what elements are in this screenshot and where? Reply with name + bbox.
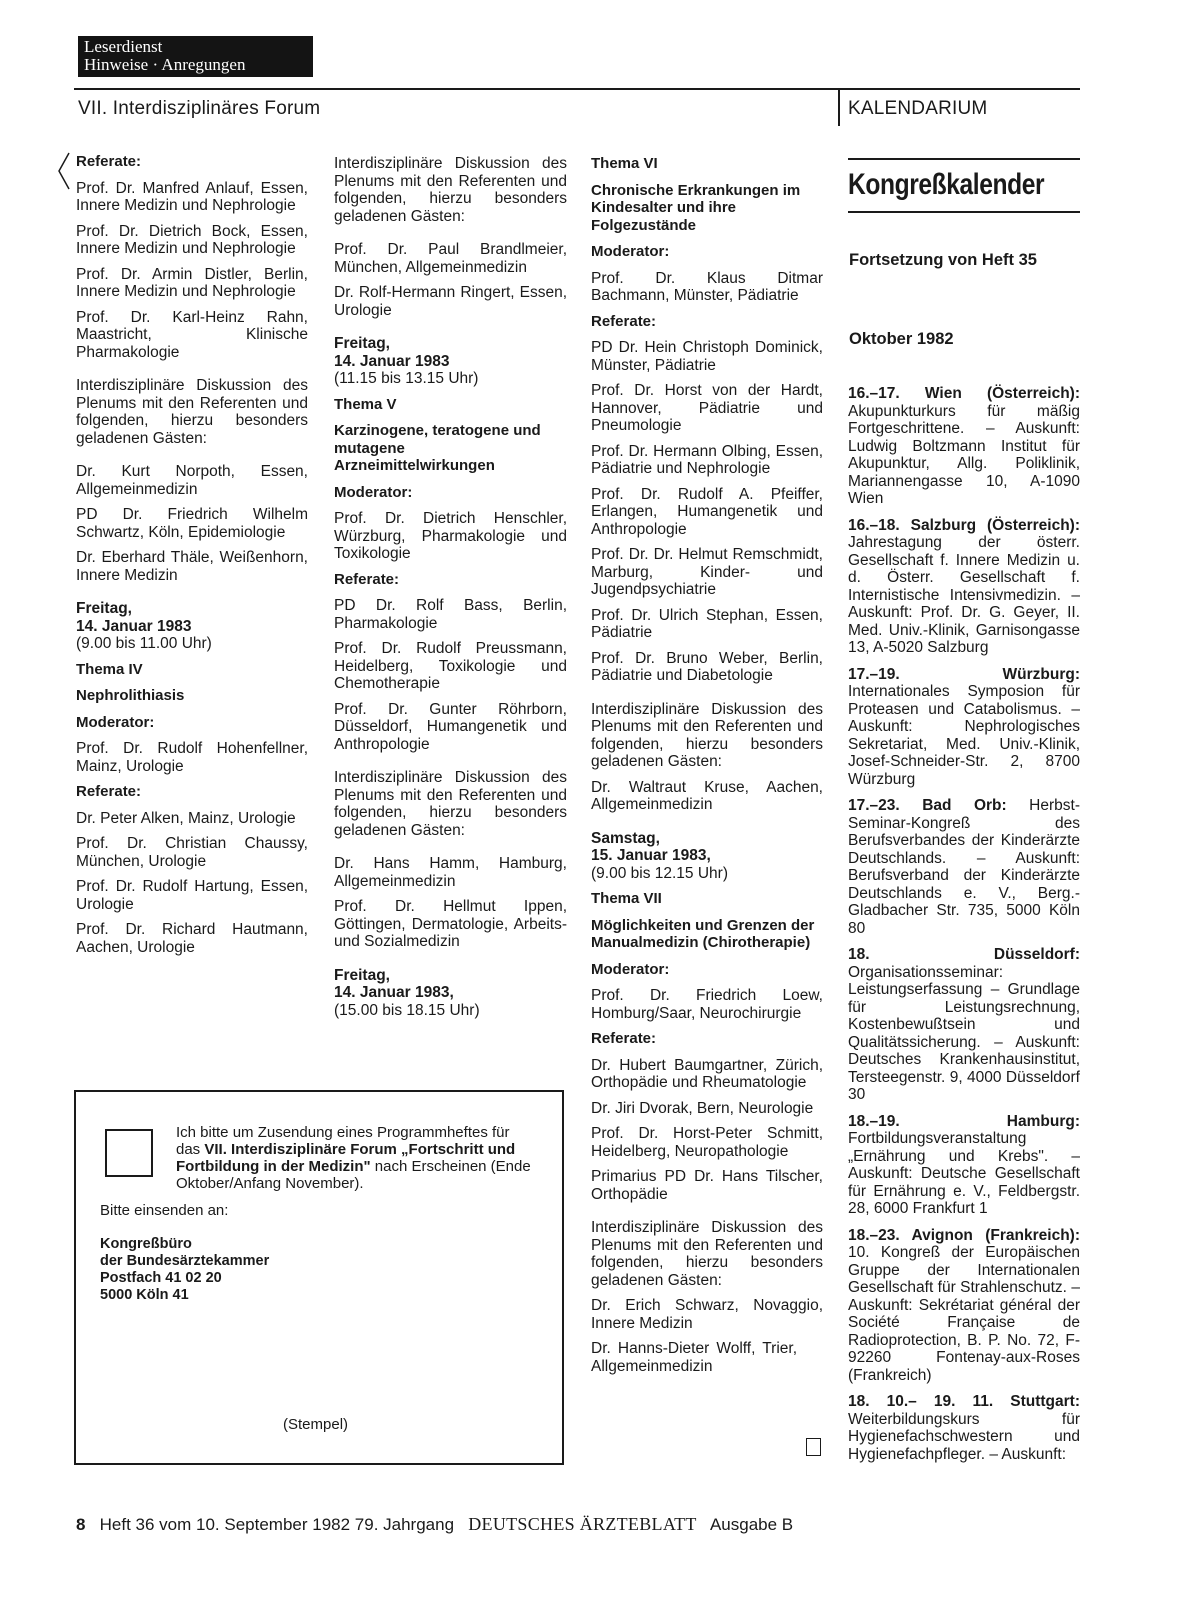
kalender-entry: [848, 797, 1080, 937]
kalender-entry: [848, 666, 1080, 789]
kalender-title: Kongreßkalender: [848, 168, 1045, 201]
speaker: Prof. Dr. Dr. Helmut Remschmidt, Marburg, Kinder- und Jugendpsychiatrie: [591, 546, 823, 598]
speaker: Dr. Hubert Baumgartner, Zürich, Orthopädie und Rheumatologie: [591, 1056, 823, 1091]
kalender-month: Oktober 1982: [849, 330, 954, 348]
referate-heading: Referate:: [76, 783, 142, 800]
order-checkbox[interactable]: [105, 1129, 153, 1177]
guest: Dr. Hans Hamm, Hamburg, Allgemeinmedizin: [334, 855, 567, 890]
issue-info: Heft 36 vom 10. September 1982 79. Jahrgang: [99, 1515, 455, 1534]
kalender-entry-text: Akupunkturkurs für mäßig Fortgeschrittene. – Auskunft: Ludwig Boltzmann Institut für Akupunktur, Allg. Poliklinik, Mariannengasse 10, A-1090 Wien: [848, 402, 1080, 507]
kalender-entry-head: 16.–18. Salzburg (Österreich):: [848, 516, 1080, 534]
moderator: Prof. Dr. Rudolf Hohenfellner, Mainz, Urologie: [76, 740, 308, 775]
discussion-text: Interdisziplinäre Diskussion des Plenums mit den Referenten und folgenden, hierzu besonders geladenen Gästen:: [334, 769, 567, 839]
thema-topic: Nephrolithiasis: [76, 687, 185, 704]
edition: Ausgabe B: [709, 1515, 794, 1534]
thema-label: Thema VII: [591, 890, 662, 907]
kalender-entry-head: 18. 10.– 19. 11. Stuttgart:: [848, 1393, 1080, 1410]
column-1: [76, 153, 308, 964]
order-intro-text-1: Ich bitte um Zusendung eines Programmheftes für das: [176, 1124, 510, 1158]
kalender-entry: [848, 946, 1080, 1104]
referate-heading: Referate:: [591, 1030, 657, 1047]
speaker: Prof. Dr. Hermann Olbing, Essen, Pädiatrie und Nephrologie: [591, 442, 823, 477]
session-date: 14. Januar 1983: [76, 617, 192, 635]
speaker: Prof. Dr. Bruno Weber, Berlin, Pädiatrie und Diabetologie: [591, 649, 823, 684]
thema-topic: Chronische Erkrankungen im Kindesalter und ihre Folgezustände: [591, 181, 801, 234]
column-2: [334, 155, 567, 1027]
moderator-heading: Moderator:: [591, 960, 670, 978]
kalender-entry: [848, 1227, 1080, 1385]
discussion-text: Interdisziplinäre Diskussion des Plenums mit den Referenten und folgenden, hierzu besonders geladenen Gästen:: [591, 700, 823, 770]
kalender-entry: [848, 1113, 1080, 1218]
chevron-left-icon: [57, 152, 71, 190]
guest: Prof. Dr. Paul Brandlmeier, München, Allgemeinmedizin: [334, 241, 567, 276]
section-label-line1: Leserdienst: [84, 37, 163, 56]
speaker: Prof. Dr. Christian Chaussy, München, Urologie: [76, 835, 308, 870]
moderator: Prof. Dr. Dietrich Henschler, Würzburg, Pharmakologie und Toxikologie: [334, 510, 567, 562]
discussion-text: Interdisziplinäre Diskussion des Plenums mit den Referenten und folgenden, hierzu besonders geladenen Gästen:: [334, 155, 567, 225]
guest: Dr. Hanns-Dieter Wolff, Trier, Allgemeinmedizin: [591, 1340, 797, 1375]
kalender-entry-text: Internationales Symposion für Proteasen und Catabolismus. – Auskunft: Nephrologisches Sekretariat, Med. Univ.-Klinik, Josef-Schneider-Str. 2, 8700 Würzburg: [848, 683, 1080, 788]
footer: [76, 1514, 793, 1535]
order-intro-bold: VII. Interdisziplinäre Forum „Fortschritt und Fortbildung in der Medizin": [176, 1141, 516, 1175]
speaker: Primarius PD Dr. Hans Tilscher, Orthopädie: [591, 1168, 823, 1203]
order-intro: [176, 1124, 536, 1192]
order-intro-text-2: nach Erscheinen (Ende Oktober/Anfang November).: [176, 1158, 531, 1192]
kalender-entry: [848, 1393, 1080, 1463]
session-day: Freitag,: [334, 966, 390, 984]
session-date: 15. Januar 1983,: [591, 847, 711, 864]
kalender-entry-text: Weiterbildungskurs für Hygienefachschwestern und Hygienefachpfleger. – Auskunft:: [848, 1410, 1080, 1463]
kalender-entries: [848, 385, 1080, 1472]
moderator: Prof. Dr. Klaus Ditmar Bachmann, Münster, Pädiatrie: [591, 269, 823, 304]
column-divider-vertical: [838, 88, 840, 126]
kalender-entry: [848, 385, 1080, 508]
stamp-label: (Stempel): [283, 1416, 349, 1433]
session-time: (9.00 bis 11.00 Uhr): [76, 635, 212, 652]
thema-label: Thema V: [334, 395, 397, 413]
kalender-entry-head: 17.–23. Bad Orb:: [848, 797, 1007, 814]
guest: Dr. Eberhard Thäle, Weißenhorn, Innere Medizin: [76, 549, 308, 584]
kalender-entry-head: 17.–19. Würzburg:: [848, 665, 1080, 683]
session-day: Samstag,: [591, 829, 660, 847]
thema-label: Thema IV: [76, 660, 143, 678]
kalender-subtitle: Fortsetzung von Heft 35: [849, 251, 1037, 269]
discussion-text: Interdisziplinäre Diskussion des Plenums mit den Referenten und folgenden, hierzu besonders geladenen Gästen:: [76, 377, 308, 447]
guest: Dr. Kurt Norpoth, Essen, Allgemeinmedizin: [76, 463, 308, 498]
referate-heading: Referate:: [591, 312, 657, 330]
guest: Dr. Waltraut Kruse, Aachen, Allgemeinmedizin: [591, 778, 823, 813]
kalender-entry-head: 18.–19. Hamburg:: [848, 1112, 1080, 1130]
speaker: Prof. Dr. Rudolf Preussmann, Heidelberg, Toxikologie und Chemotherapie: [334, 640, 567, 692]
speaker: PD Dr. Hein Christoph Dominick, Münster, Pädiatrie: [591, 339, 823, 374]
send-to-label: Bitte einsenden an:: [100, 1202, 229, 1219]
speaker: Dr. Jiri Dvorak, Bern, Neurologie: [591, 1099, 814, 1117]
guest: Dr. Erich Schwarz, Novaggio, Innere Medizin: [591, 1297, 823, 1332]
speaker: PD Dr. Rolf Bass, Berlin, Pharmakologie: [334, 597, 567, 632]
address-line: 5000 Köln 41: [100, 1287, 189, 1303]
speaker: Prof. Dr. Gunter Röhrborn, Düsseldorf, Humangenetik und Anthropologie: [334, 700, 567, 753]
speaker: Prof. Dr. Rudolf Hartung, Essen, Urologie: [76, 878, 308, 913]
guest: Dr. Rolf-Hermann Ringert, Essen, Urologie: [334, 284, 567, 319]
speaker: Prof. Dr. Horst-Peter Schmitt, Heidelberg, Neuropathologie: [591, 1125, 823, 1160]
thema-label: Thema VI: [591, 155, 658, 172]
speaker: Prof. Dr. Rudolf A. Pfeiffer, Erlangen, Humangenetik und Anthropologie: [591, 485, 823, 538]
moderator-heading: Moderator:: [591, 243, 670, 260]
section-label: [78, 36, 313, 77]
thema-topic: Möglichkeiten und Grenzen der Manualmedizin (Chirotherapie): [591, 916, 815, 951]
session-date: 14. Januar 1983: [334, 352, 450, 370]
top-rule: [74, 88, 1080, 90]
session-day: Freitag,: [76, 600, 132, 617]
kalender-entry-head: 18. Düsseldorf:: [848, 946, 1080, 963]
kalender-top-rule: [848, 158, 1080, 160]
session-time: (15.00 bis 18.15 Uhr): [334, 1001, 480, 1019]
moderator-heading: Moderator:: [334, 483, 413, 501]
guest: Prof. Dr. Hellmut Ippen, Göttingen, Dermatologie, Arbeits- und Sozialmedizin: [334, 898, 567, 950]
kalender-title-rule: [848, 211, 1080, 213]
kalender-entry-text: Jahrestagung der österr. Gesellschaft f. Innere Medizin u. d. Österr. Gesellschaft f. Internistische Intensivmedizin. – Auskunft: Prof. Dr. G. Geyer, II. Med. Univ.-Klinik, Garnisongasse 13, A-5020 Salzburg: [848, 534, 1080, 656]
kalender-entry-text: 10. Kongreß der Europäischen Gruppe der Internationalen Gesellschaft für Strahlenschutz. – Auskunft: Sekrétariat général der Société Française de Radioprotection, B. P. No. 72, F-92260 Fontenay-aux-Roses (Frankreich): [848, 1244, 1080, 1384]
kalender-entry-text: Herbst-Seminar-Kongreß des Berufsverbandes der Kinderärzte Deutschlands. – Auskunft: Berufsverband der Kinderärzte Deutschlands e. V., Berg.-Gladbacher Str. 735, 5000 Köln 80: [848, 797, 1080, 937]
discussion-text: Interdisziplinäre Diskussion des Plenums mit den Referenten und folgenden, hierzu besonders geladenen Gästen:: [591, 1219, 823, 1289]
address-line: der Bundesärztekammer: [100, 1253, 270, 1269]
session-day: Freitag,: [334, 335, 390, 352]
referate-heading: Referate:: [76, 153, 142, 170]
speaker: Prof. Dr. Manfred Anlauf, Essen, Innere Medizin und Nephrologie: [76, 179, 308, 214]
kalender-entry-head: 18.–23. Avignon (Frankreich):: [848, 1226, 1080, 1244]
referate-heading: Referate:: [334, 570, 400, 588]
guest: PD Dr. Friedrich Wilhelm Schwartz, Köln, Epidemiologie: [76, 506, 308, 541]
speaker: Prof. Dr. Ulrich Stephan, Essen, Pädiatrie: [591, 606, 823, 641]
thema-topic: Karzinogene, teratogene und mutagene Arzneimittelwirkungen: [334, 422, 541, 474]
send-address: [100, 1236, 269, 1304]
page-number: 8: [76, 1515, 86, 1534]
session-time: (9.00 bis 12.15 Uhr): [591, 864, 728, 882]
speaker: Prof. Dr. Karl-Heinz Rahn, Maastricht, Klinische Pharmakologie: [76, 308, 308, 361]
kalendarium-heading: KALENDARIUM: [848, 98, 988, 119]
address-line: Kongreßbüro: [100, 1236, 192, 1252]
kalender-entry-text: Fortbildungsveranstaltung „Ernährung und Krebs". – Auskunft: Deutsche Gesellschaft für Ernährung e. V., Feldbergstr. 28, 6000 Frankfurt 1: [848, 1130, 1080, 1217]
column-3: [591, 155, 823, 1383]
speaker: Prof. Dr. Armin Distler, Berlin, Innere Medizin und Nephrologie: [76, 265, 308, 300]
forum-heading: VII. Interdisziplinäres Forum: [78, 98, 321, 119]
moderator: Prof. Dr. Friedrich Loew, Homburg/Saar, Neurochirurgie: [591, 987, 823, 1022]
kalender-entry-head: 16.–17. Wien (Österreich):: [848, 385, 1080, 402]
speaker: Dr. Peter Alken, Mainz, Urologie: [76, 809, 296, 827]
session-date: 14. Januar 1983,: [334, 984, 454, 1001]
kalender-entry-text: Organisationsseminar: Leistungserfassung – Grundlage für Leistungsrechnung, Kostenbewußtsein und Qualitätssicherung. – Auskunft: Deutsches Krankenhausinstitut, Tersteegenstr. 9, 4000 Düsseldorf 30: [848, 963, 1080, 1103]
end-mark-box: [806, 1438, 821, 1456]
speaker: Prof. Dr. Horst von der Hardt, Hannover, Pädiatrie und Pneumologie: [591, 382, 823, 434]
kalender-entry: [848, 517, 1080, 657]
speaker: Prof. Dr. Dietrich Bock, Essen, Innere Medizin und Nephrologie: [76, 222, 308, 257]
session-time: (11.15 bis 13.15 Uhr): [334, 370, 479, 387]
section-label-line2: Hinweise · Anregungen: [84, 55, 246, 74]
speaker: Prof. Dr. Richard Hautmann, Aachen, Urologie: [76, 921, 308, 956]
journal-name: DEUTSCHES ÄRZTEBLATT: [468, 1514, 697, 1534]
address-line: Postfach 41 02 20: [100, 1270, 222, 1286]
moderator-heading: Moderator:: [76, 713, 155, 731]
